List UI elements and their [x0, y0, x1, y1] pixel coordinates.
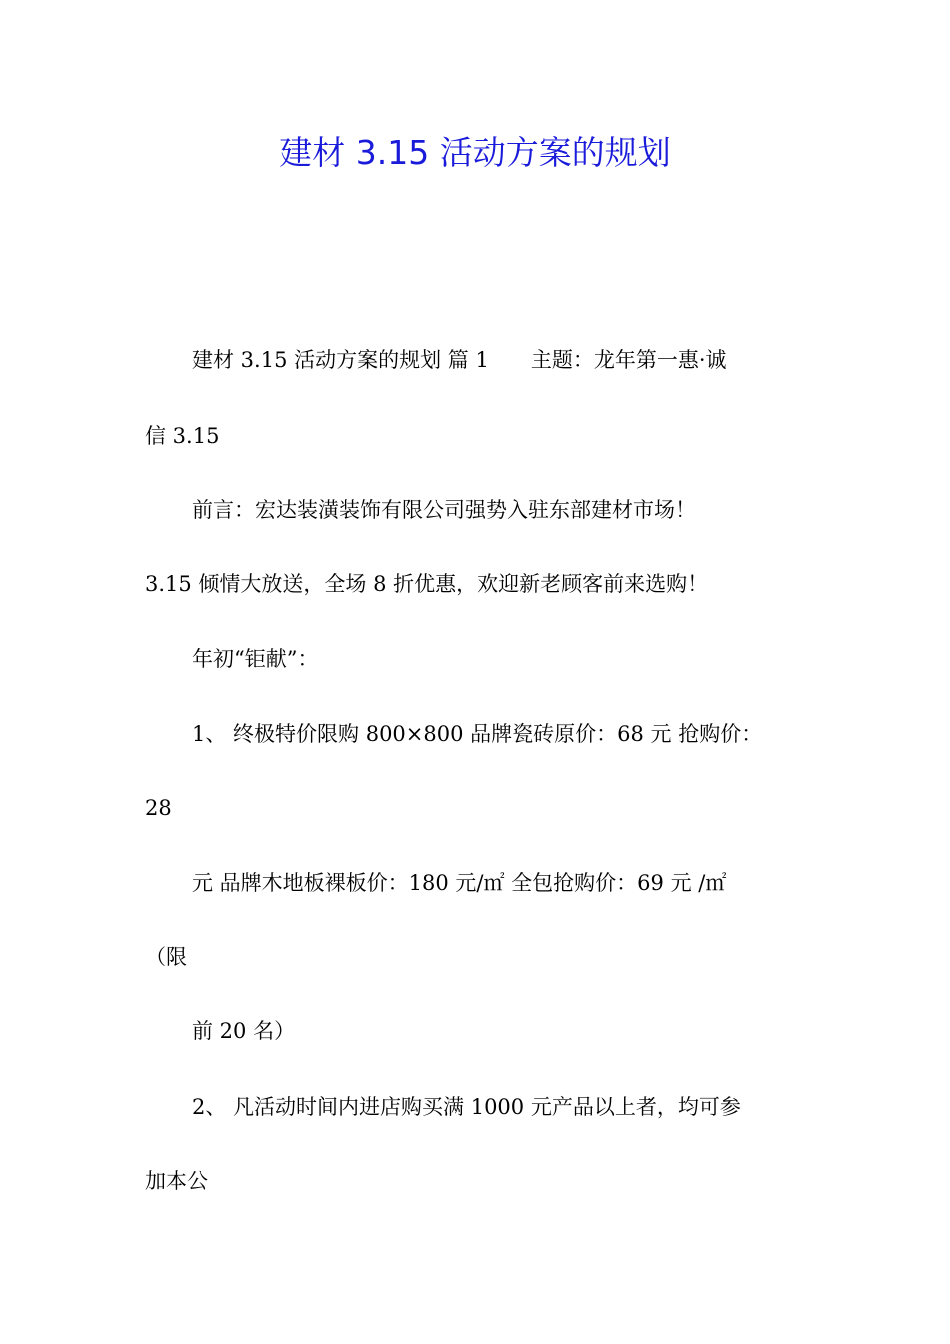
body-line-3: 前言：宏达装潢装饰有限公司强势入驻东部建材市场！	[192, 498, 696, 522]
body-line-9: （限	[145, 945, 187, 969]
body-line-10: 前 20 名）	[192, 1019, 296, 1043]
body-line-12: 加本公	[145, 1169, 208, 1193]
body-line-6: 1、 终极特价限购 800×800 品牌瓷砖原价：68 元 抢购价：	[192, 722, 763, 746]
document-title: 建材 3.15 活动方案的规划	[279, 133, 671, 172]
body-line-4: 3.15 倾情大放送，全场 8 折优惠，欢迎新老顾客前来选购！	[145, 572, 709, 596]
body-line-5: 年初“钜献”：	[192, 647, 319, 671]
body-line-7: 28	[145, 796, 172, 820]
body-line-2: 信 3.15	[145, 424, 220, 448]
body-line-1: 建材 3.15 活动方案的规划 篇 1 主题：龙年第一惠·诚	[192, 348, 727, 372]
body-line-8: 元 品牌木地板裸板价：180 元/㎡ 全包抢购价：69 元 /㎡	[192, 871, 727, 895]
body-line-11: 2、 凡活动时间内进店购买满 1000 元产品以上者，均可参	[192, 1095, 741, 1119]
